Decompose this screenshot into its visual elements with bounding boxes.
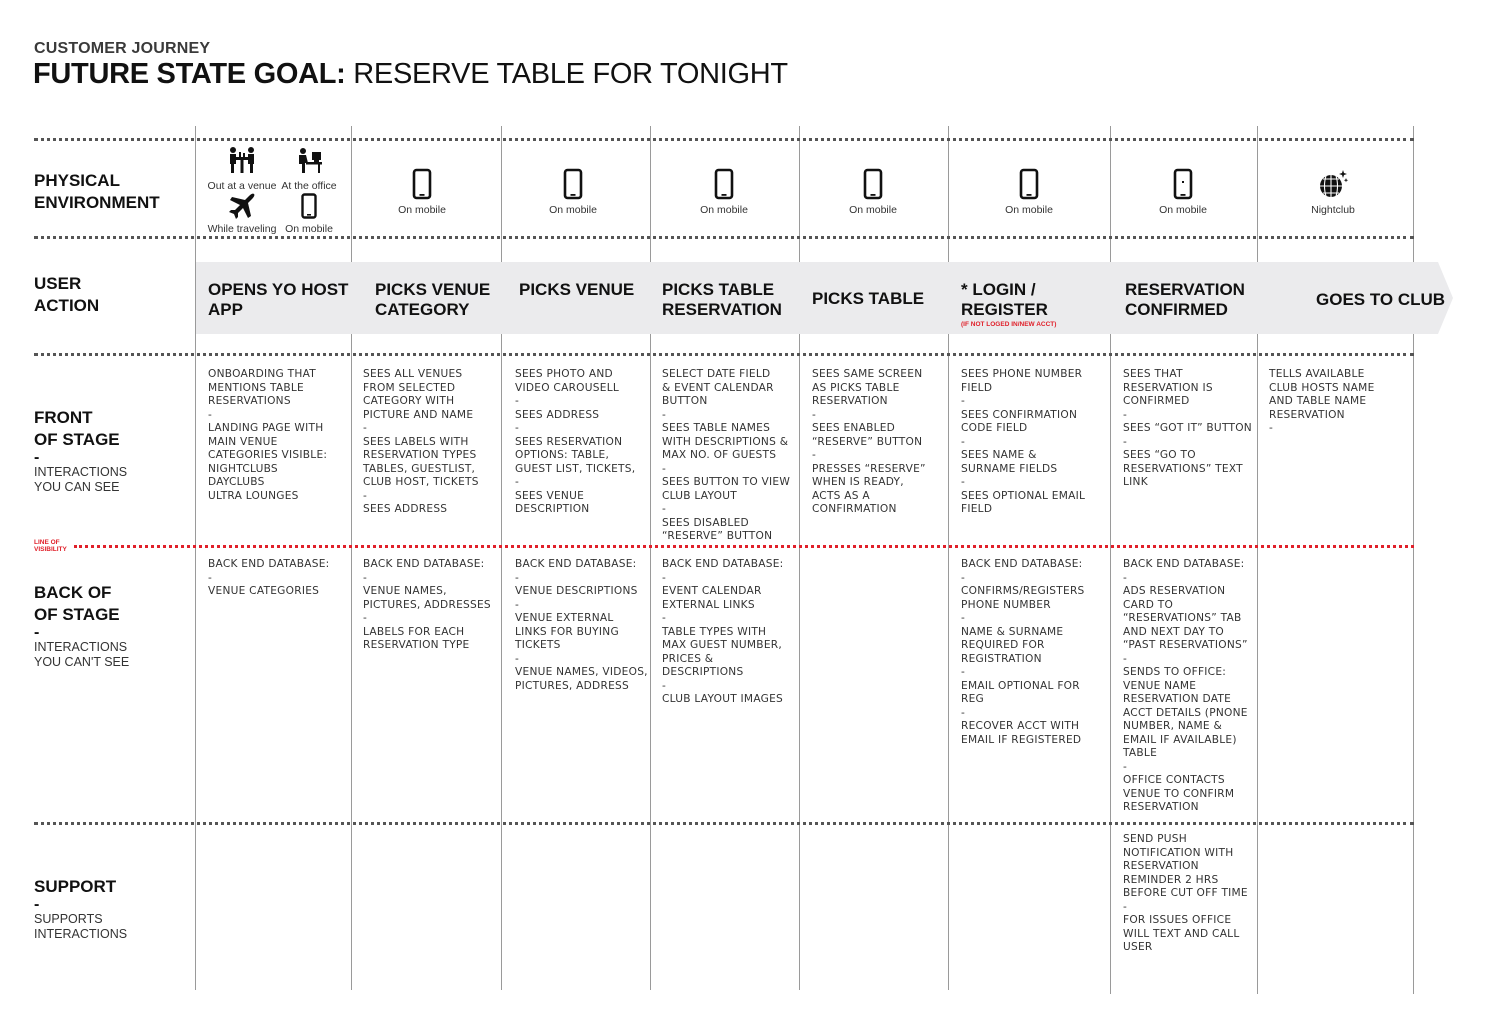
front-stage-text: SEES ALL VENUES FROM SELECTED CATEGORY WITH PICTURE AND NAME - SEES LABELS WITH RESERVATION TYPES TABLES, GUESTLIST, CLUB HOST, TICKETS - SEES ADDRESS bbox=[363, 368, 479, 515]
support-cell bbox=[1123, 833, 1259, 955]
action-reservation-confirmed: RESERVATION CONFIRMED bbox=[1125, 280, 1245, 319]
back-stage-dash: - bbox=[34, 624, 40, 641]
back-stage-text: BACK END DATABASE: - CONFIRMS/REGISTERS PHONE NUMBER - NAME & SURNAME REQUIRED FOR REGISTRATION - EMAIL OPTIONAL FOR REG - RECOVER ACCT WITH EMAIL IF REGISTERED bbox=[961, 558, 1085, 746]
action-login-register bbox=[961, 280, 1056, 329]
back-stage-cell bbox=[208, 558, 348, 599]
title-goal-text: RESERVE TABLE FOR TONIGHT bbox=[345, 58, 788, 90]
back-stage-cell bbox=[515, 558, 653, 693]
support-subtitle: SUPPORTS INTERACTIONS bbox=[34, 912, 128, 941]
front-stage-cell bbox=[812, 368, 950, 517]
action-opens-app: OPENS YO HOST APP bbox=[208, 280, 349, 319]
action-picks-table: PICKS TABLE bbox=[812, 289, 925, 308]
action-goes-to-club: GOES TO CLUB bbox=[1316, 290, 1446, 309]
back-stage-cell bbox=[1123, 558, 1259, 815]
front-stage-cell bbox=[515, 368, 653, 517]
back-stage-subtitle: INTERACTIONS YOU CAN'T SEE bbox=[34, 640, 130, 669]
front-stage-text: ONBOARDING THAT MENTIONS TABLE RESERVATIONS - LANDING PAGE WITH MAIN VENUE CATEGORIES VISIBLE: NIGHTCLUBS DAYCLUBS ULTRA LOUNGES bbox=[208, 368, 328, 502]
front-stage-dash: - bbox=[34, 449, 40, 466]
action-picks-venue: PICKS VENUE bbox=[519, 280, 635, 299]
front-stage-text: SEES PHOTO AND VIDEO CAROUSELL - SEES ADDRESS - SEES RESERVATION OPTIONS: TABLE, GUEST LIST, TICKETS, - SEES VENUE DESCRIPTION bbox=[515, 368, 636, 515]
front-stage-text: SEES THAT RESERVATION IS CONFIRMED - SEES “GOT IT” BUTTON - SEES “GO TO RESERVATIONS” TEXT LINK bbox=[1123, 368, 1252, 488]
line-of-visibility-label: LINE OF VISIBILITY bbox=[34, 539, 67, 553]
action-note: (IF NOT LOGED IN/NEW ACCT) bbox=[961, 321, 1057, 328]
support-text: SEND PUSH NOTIFICATION WITH RESERVATION REMINDER 2 HRS BEFORE CUT OFF TIME - FOR ISSUES OFFICE WILL TEXT AND CALL USER bbox=[1123, 833, 1248, 953]
front-stage-cell bbox=[363, 368, 501, 517]
row-label-user-action: USER ACTION bbox=[34, 274, 100, 315]
back-stage-title: BACK OF OF STAGE bbox=[34, 583, 120, 624]
env-label: On mobile bbox=[398, 204, 446, 216]
front-stage-text: TELLS AVAILABLE CLUB HOSTS NAME AND TABLE NAME RESERVATION - bbox=[1269, 368, 1375, 434]
env-label: On mobile bbox=[1159, 204, 1207, 216]
back-stage-text: BACK END DATABASE: - VENUE NAMES, PICTURES, ADDRESSES - LABELS FOR EACH RESERVATION TYPE bbox=[363, 558, 491, 651]
front-stage-cell bbox=[961, 368, 1109, 517]
front-stage-cell bbox=[1123, 368, 1259, 490]
back-stage-cell bbox=[662, 558, 802, 707]
journey-kicker: CUSTOMER JOURNEY bbox=[34, 40, 211, 57]
env-label: At the office bbox=[281, 180, 337, 192]
env-label: On mobile bbox=[1005, 204, 1053, 216]
title-goal-label: FUTURE STATE GOAL: bbox=[33, 58, 346, 90]
front-stage-cell bbox=[208, 368, 348, 503]
env-label: While traveling bbox=[207, 223, 277, 235]
env-label: On mobile bbox=[549, 204, 597, 216]
support-title: SUPPORT bbox=[34, 877, 117, 896]
action-picks-venue-category: PICKS VENUE CATEGORY bbox=[375, 280, 491, 319]
back-stage-text: BACK END DATABASE: - EVENT CALENDAR EXTERNAL LINKS - TABLE TYPES WITH MAX GUEST NUMBER, PRICES & DESCRIPTIONS - CLUB LAYOUT IMAGES bbox=[662, 558, 784, 705]
env-label: On mobile bbox=[285, 223, 333, 235]
front-stage-text: SELECT DATE FIELD & EVENT CALENDAR BUTTON - SEES TABLE NAMES WITH DESCRIPTIONS & MAX NO. OF GUESTS - SEES BUTTON TO VIEW CLUB LAYOUT - SEES DISABLED “RESERVE” BUTTON bbox=[662, 368, 791, 542]
back-stage-cell bbox=[961, 558, 1109, 747]
back-stage-text: BACK END DATABASE: - VENUE DESCRIPTIONS - VENUE EXTERNAL LINKS FOR BUYING TICKETS - VENUE NAMES, VIDEOS, PICTURES, ADDRESS bbox=[515, 558, 648, 692]
env-label: Nightclub bbox=[1311, 204, 1355, 216]
support-dash: - bbox=[34, 896, 40, 913]
front-stage-text: SEES PHONE NUMBER FIELD - SEES CONFIRMATION CODE FIELD - SEES NAME & SURNAME FIELDS - SEES OPTIONAL EMAIL FIELD bbox=[961, 368, 1086, 515]
env-label: Out at a venue bbox=[207, 180, 277, 192]
env-label: On mobile bbox=[700, 204, 748, 216]
row-label-physical-environment: PHYSICAL ENVIRONMENT bbox=[34, 171, 160, 212]
front-stage-cell bbox=[662, 368, 802, 544]
back-stage-text: BACK END DATABASE: - ADS RESERVATION CARD TO “RESERVATIONS” TAB AND NEXT DAY TO “PAST RESERVATIONS” - SENDS TO OFFICE: VENUE NAME RESERVATION DATE ACCT DETAILS (PNONE NUMBER, NAME & EMAIL IF AVAILABLE) TABLE - OFFICE CONTACTS VENUE TO CONFIRM RESERVATION bbox=[1123, 558, 1248, 813]
front-stage-subtitle: INTERACTIONS YOU CAN SEE bbox=[34, 465, 128, 494]
back-stage-cell bbox=[363, 558, 501, 653]
action-picks-table-reservation: PICKS TABLE RESERVATION bbox=[662, 280, 782, 319]
front-stage-text: SEES SAME SCREEN AS PICKS TABLE RESERVATION - SEES ENABLED “RESERVE” BUTTON - PRESSES “RESERVE” WHEN IS READY, ACTS AS A CONFIRMATION bbox=[812, 368, 926, 515]
front-stage-title: FRONT OF STAGE bbox=[34, 408, 120, 449]
env-label: On mobile bbox=[849, 204, 897, 216]
action-label: * LOGIN / REGISTER bbox=[961, 280, 1048, 319]
front-stage-cell bbox=[1269, 368, 1411, 436]
back-stage-text: BACK END DATABASE: - VENUE CATEGORIES bbox=[208, 558, 330, 597]
